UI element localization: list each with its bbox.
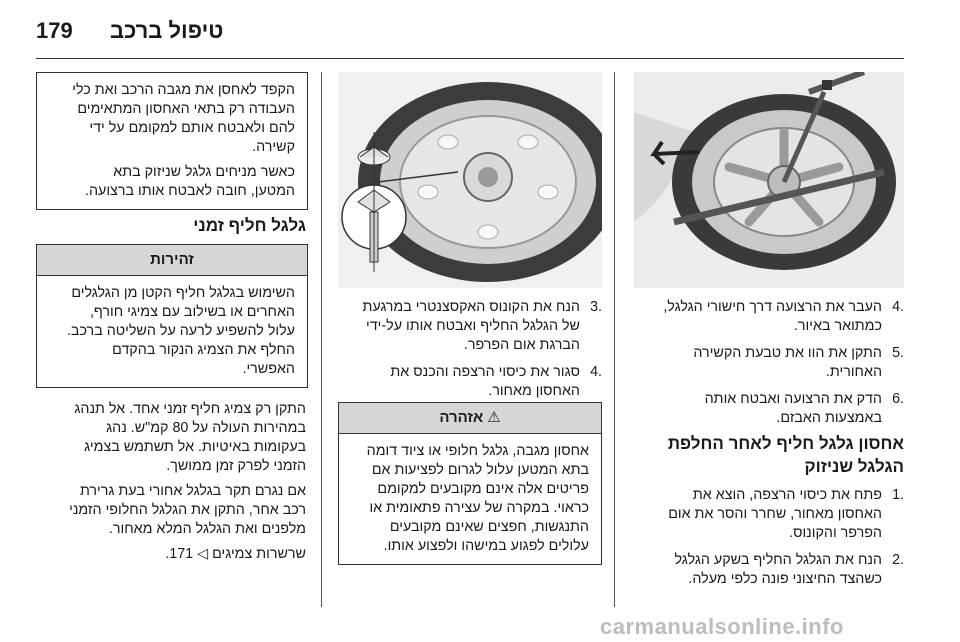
illustration-strapped-wheel (634, 72, 904, 288)
list-item: .5 התקן את הוו את טבעת הקשירה האחורית. (693, 345, 904, 380)
section-heading-temporary-spare: גלגל חליף זמני (193, 216, 306, 235)
column-divider-right (614, 72, 615, 607)
list-item: .6 הדק את הרצועה ואבטח אותה באמצעות האבזם. (704, 391, 904, 426)
header-rule (36, 58, 904, 59)
list-item: .4 העבר את הרצועה דרך חישורי הגלגל, כמתואר באיור. (663, 299, 904, 334)
watermark: carmanualsonline.info (600, 614, 844, 639)
warning-title: אזהרה ⚠ (339, 403, 601, 434)
warning-text: אחסון מגבה, גלגל חלופי או ציוד דומה בתא המטען עלול לגרום לפציעות אם פריטים אלה אינם מקובעים למקומם כראוי. במקרה של עצירה פתאומית או התנגשות, חפצים שאינם מקובעים עלולים לפגוע במישהו ולפצוע אותו. (366, 443, 589, 554)
page-title: טיפול ברכב (110, 18, 224, 43)
section-heading-store-wheel: אחסון גלגל חליף לאחר החלפת הגלגל שניזוק (667, 434, 904, 476)
storage-note-box (36, 72, 308, 210)
caution-box (36, 244, 308, 388)
right-steps-top (634, 298, 904, 428)
illustration-spare-wheel-cone (338, 72, 602, 288)
page-number: 179 (36, 18, 73, 43)
list-item: .4 סגור את כיסוי הרצפה והכנס את האחסון מאחור. (390, 364, 602, 399)
list-item: .1 פתח את כיסוי הרצפה, הוצא את האחסון מאחור, שחרר והסר את אום הפרפר והקונוס. (668, 487, 904, 541)
column-divider-left (321, 72, 322, 607)
strapped-wheel-drawing (634, 72, 904, 288)
list-item: .3 הנח את הקונוס האקסצנטרי במרגעת של הגלגל החליף ואבטח אותו על-ידי הברגת אום הפרפר. (362, 299, 602, 353)
warning-box (338, 402, 602, 565)
storage-note-text: הקפד לאחסן את מגבה הרכב ואת כלי העבודה רק בתאי האחסון המתאימים להם ולאבטח אותם למקומם על ידי קשירה. כאשר מניחים גלגל שניזוק בתא המטען, חובה לאבטח אותו ברצועה. (72, 82, 295, 199)
spare-wheel-cone-drawing (338, 72, 602, 288)
cross-reference-tire-chains[interactable]: שרשרות צמיגים ◁ 171. (165, 546, 306, 562)
left-body-text: התקן רק צמיג חליף זמני אחד. אל תנהג במהירות העולה על 80 קמ"ש. נהג בעקומות באיטיות. אל תשתמש בצמיג הזמני לפרק זמן ממושך. אם נגרם תקר בגלגל אחורי בעת גרירת רכב אחר, התקן את הגלגל החלופי הזמני מלפנים ואת הגלגל המלא מאחור. שרשרות צמיגים ◁ 171. (36, 400, 306, 564)
warning-triangle-icon: ⚠ (487, 409, 501, 426)
caution-title: זהירות (37, 245, 307, 276)
middle-steps (338, 298, 602, 401)
caution-text: השימוש בגלגל חליף הקטן מן הגלגלים האחרים או בשילוב עם צמיגי חורף, עלול להשפיע לרעה על השליטה ברכב. החלף את הצמיג הנקור בהקדם האפשרי. (66, 285, 295, 377)
list-item: .2 הנח את הגלגל החליף בשקע הגלגל כשהצד החיצוני פונה כלפי מעלה. (674, 552, 904, 587)
right-steps-bottom (634, 486, 904, 589)
